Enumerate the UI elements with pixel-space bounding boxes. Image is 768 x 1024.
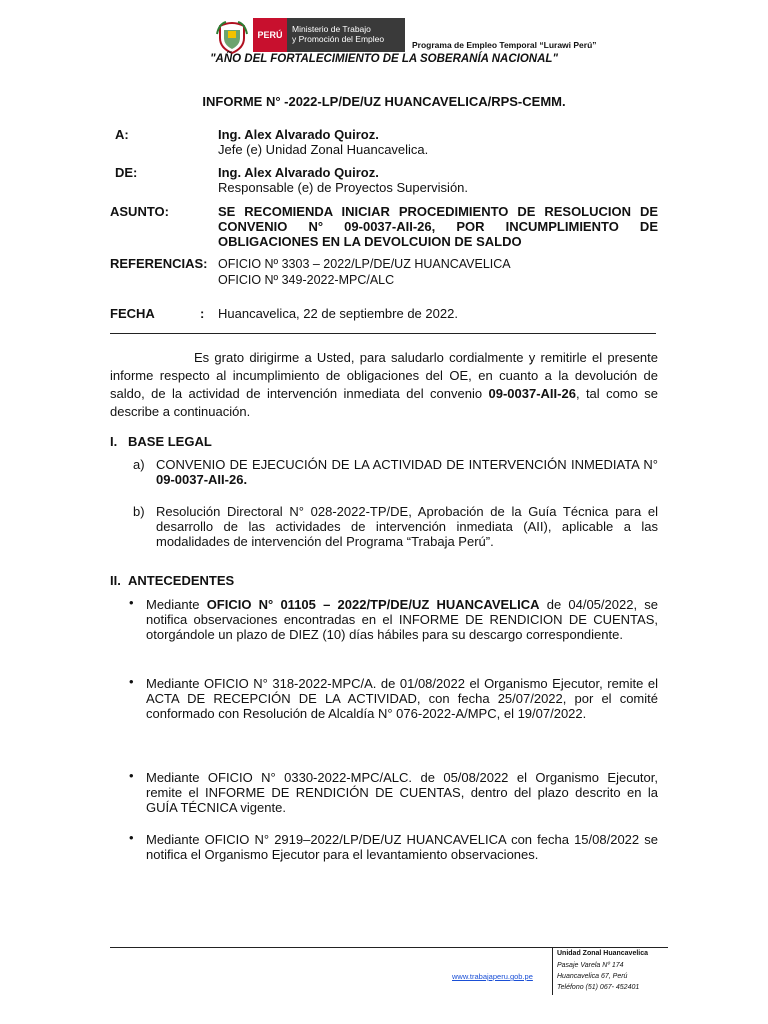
ministry-logo-text [287, 18, 405, 52]
to-name: Ing. Alex Alvarado Quiroz. [218, 127, 379, 142]
intro-tail: , tal como se describe a continuación. [110, 386, 658, 419]
item-a-text [156, 457, 658, 487]
item-b-text: Resolución Directoral N° 028-2022-TP/DE, Aprobación de la Guía Técnica para el desarrollo de las actividades de intervención inmediata (AII), aplicable a las modalidades de intervención del Programa “Trabaja Perú”. [156, 504, 658, 549]
intro-paragraph [110, 349, 658, 421]
program-name: Programa de Empleo Temporal “Lurawi Perú” [412, 40, 597, 50]
section-1-number: I. [110, 434, 118, 449]
from-name: Ing. Alex Alvarado Quiroz. [218, 165, 379, 180]
footer-address-1: Pasaje Varela Nº 174 [557, 962, 624, 969]
coat-of-arms-icon [216, 20, 248, 54]
intro-text: Es grato dirigirme a Usted, para saludarlo cordialmente y remitirle el presente informe respecto al incumplimiento de obligaciones del OE, en cuanto a la devolución de saldo, de la actividad de intervención inmediata del convenio [110, 350, 658, 401]
year-slogan: "AÑO DEL FORTALECIMIENTO DE LA SOBERANÍA NACIONAL" [210, 53, 558, 65]
references-label: REFERENCIAS: [110, 256, 208, 271]
bullet-1-text [146, 597, 658, 642]
date-colon: : [200, 306, 205, 321]
bullet-1-bold: OFICIO N° 01105 – 2022/TP/DE/UZ HUANCAVELICA [206, 597, 540, 612]
footer-address-2: Huancavelica 67, Perú [557, 973, 628, 980]
intro-convenio: 09-0037-AII-26 [488, 386, 576, 401]
separator-line [110, 333, 656, 334]
bullet-1-post: de 04/05/2022, se notifica observaciones encontradas en el INFORME DE RENDICION DE CUENTAS, otorgándole un plazo de DIEZ (10) días hábiles para su descargo correspondiente. [146, 597, 658, 642]
peru-logo-label: PERÚ [253, 18, 287, 52]
footer-line [110, 947, 668, 948]
bullet-4-icon: • [129, 830, 134, 845]
date-label: FECHA [110, 306, 155, 321]
from-role: Responsable (e) de Proyectos Supervisión. [218, 180, 469, 195]
to-label: A: [115, 127, 129, 142]
footer-phone: Teléfono (51) 067- 452401 [557, 984, 640, 991]
website-link[interactable]: www.trabajaperu.gob.pe [452, 972, 533, 981]
ministry-line-1: Ministerio de Trabajo [292, 24, 371, 34]
reference-2: OFICIO Nº 349-2022-MPC/ALC [218, 273, 395, 287]
item-a-marker: a) [133, 457, 145, 472]
bullet-1-icon: • [129, 595, 134, 610]
item-a-body: CONVENIO DE EJECUCIÓN DE LA ACTIVIDAD DE INTERVENCIÓN INMEDIATA N° [156, 457, 658, 472]
footer-divider [552, 947, 553, 995]
bullet-1-pre: Mediante [146, 597, 207, 612]
section-1-heading: BASE LEGAL [128, 434, 212, 449]
bullet-2-text: Mediante OFICIO N° 318-2022-MPC/A. de 01/08/2022 el Organismo Ejecutor, remite el ACTA DE RECEPCIÓN DE LA ACTIVIDAD, con fecha 25/07/2022, por el comité conformado con Resolución de Alcaldía N° 076-2022-A/MPC, el 19/07/2022. [146, 676, 658, 721]
from-label: DE: [115, 165, 138, 180]
section-2-number: II. [110, 573, 121, 588]
bullet-2-icon: • [129, 674, 134, 689]
reference-1: OFICIO Nº 3303 – 2022/LP/DE/UZ HUANCAVELICA [218, 257, 511, 271]
section-2-heading: ANTECEDENTES [128, 573, 235, 588]
ministry-line-2: y Promoción del Empleo [292, 34, 385, 44]
bullet-3-icon: • [129, 768, 134, 783]
item-a-bold: 09-0037-AII-26. [156, 472, 248, 487]
to-role: Jefe (e) Unidad Zonal Huancavelica. [218, 142, 429, 157]
subject-label: ASUNTO: [110, 204, 169, 219]
date-value: Huancavelica, 22 de septiembre de 2022. [218, 306, 458, 321]
ministry-logo [253, 18, 405, 52]
report-title: INFORME N° -2022-LP/DE/UZ HUANCAVELICA/RPS-CEMM. [202, 94, 566, 109]
item-b-marker: b) [133, 504, 145, 519]
bullet-4-text: Mediante OFICIO N° 2919–2022/LP/DE/UZ HUANCAVELICA con fecha 15/08/2022 se notifica el Organismo Ejecutor para el levantamiento observaciones. [146, 832, 658, 862]
footer-unit: Unidad Zonal Huancavelica [557, 950, 649, 957]
bullet-3-text: Mediante OFICIO N° 0330-2022-MPC/ALC. de 05/08/2022 el Organismo Ejecutor, remite el INFORME DE RENDICIÓN DE CUENTAS, dentro del plazo descrito en la GUÍA TÉCNICA vigente. [146, 770, 658, 815]
subject-text: SE RECOMIENDA INICIAR PROCEDIMIENTO DE RESOLUCION DE CONVENIO N° 09-0037-AII-26, POR INCUMPLIMIENTO DE OBLIGACIONES EN LA DEVOLCUION DE SALDO [218, 204, 658, 249]
